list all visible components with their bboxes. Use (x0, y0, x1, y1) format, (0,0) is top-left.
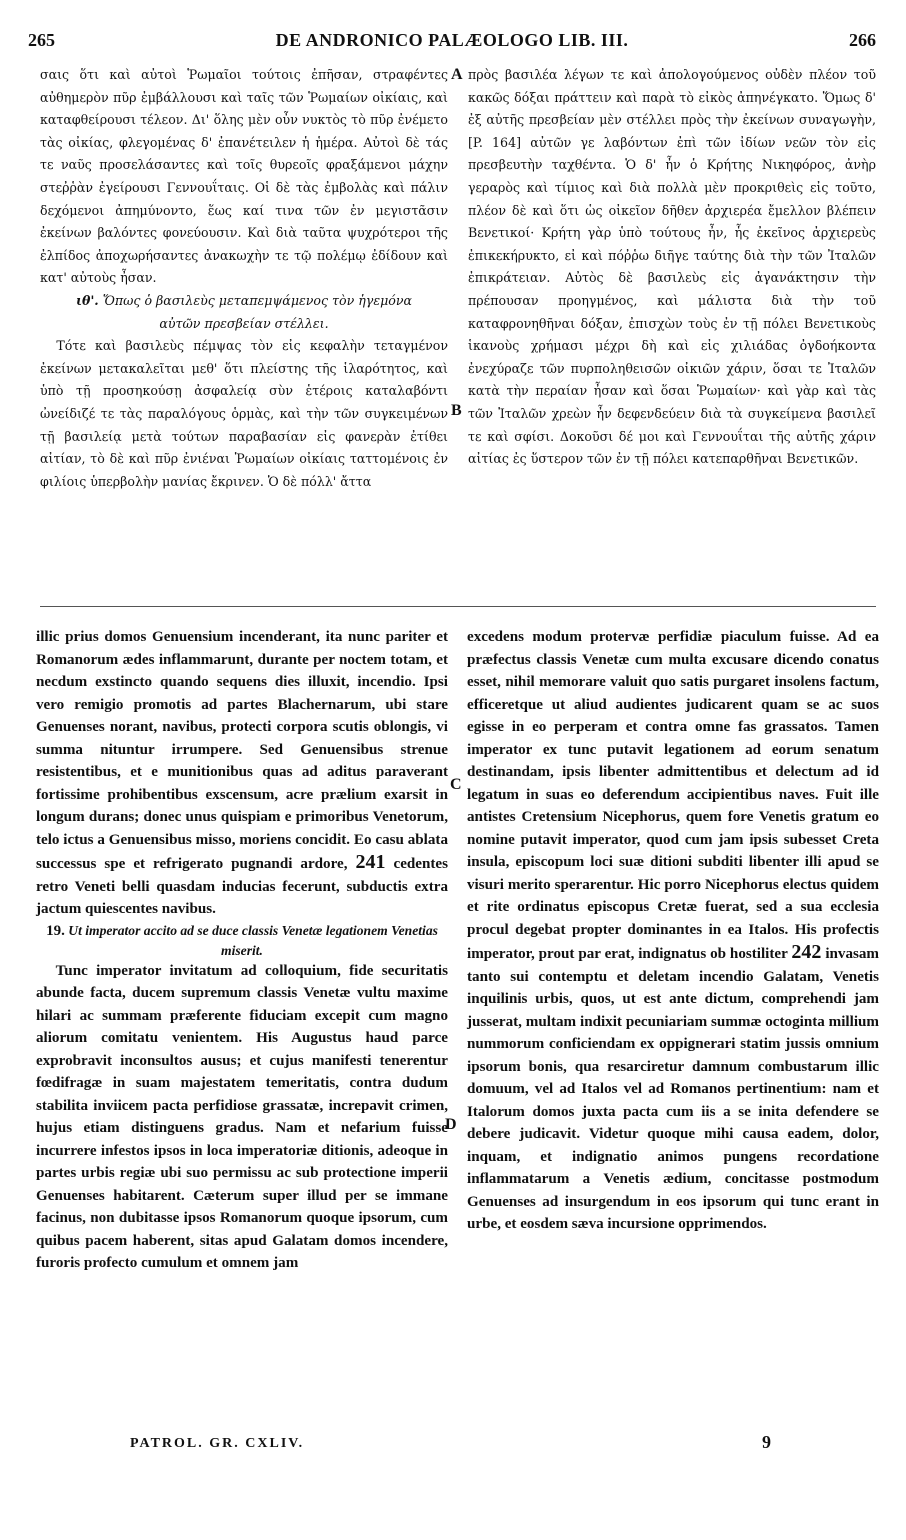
latin-text: invasam tanto sui contemptu et deletam incendio Galatam, Venetis inquilinis urbis, quos, ut est ante dictum, comprehendi jam jusserat, multam indixit pecuniariam summæ octoginta millium nummorum conficiendam ex oppignerari statim jussis omnium ipsorum bonis, qua resarciretur damnum combustarum illic domuum, vel ad Italos vel ad Romanos pertinentium: nam et Italorum domos juxta pacta cum iis a se inita defendere se debere judicavit. Videtur quoque mihi causa eadem, dolor, inquam, et indignatio animos pungens recordatione inflammatarum a Venetis ædium, concitasse postmodum Genuenses ad insurgendum in eos ipsorum qui tunc erant in urbe, et eosdem sæva incursione opprimendos. (467, 946, 879, 1232)
greek-column-right (468, 64, 876, 471)
margin-marker-d: D (445, 1116, 457, 1133)
greek-paragraph: σαις ὅτι καὶ αὐτοὶ Ῥωμαῖοι τούτοις ἐπῆσαν, στραφέντες αὐθημερὸν πῦρ ἐμβάλλουσι καὶ ταῖς τῶν Ῥωμαίων οἰκίαις, καὶ καταφθείρουσι τέλεον. Δι' ὅλης μὲν οὖν νυκτὸς τὸ πῦρ ἐνέμετο τὰς οἰκίας, φλεγομένας δ' ἐπανέτειλεν ἡ ἡμέρα. Αὐτοὶ δὲ τάς τε ναῦς προσελάσαντες καὶ τοῖς θυρεοῖς φραξάμενοι μάχην στεῤῥὰν ἐγείρουσι Γεννουΐταις. Οἱ δὲ τὰς ἐμβολὰς καὶ πάλιν δεχόμενοι ἀπημύνοντο, ἕως καί τινα τῶν ἐν μεγιστᾶσιν ἐκείνων βαλόντες φονεύουσιν. Καὶ διὰ ταῦτα ψυχρότεροι τῆς ἐλπίδος ἀποχωρήσαντες ἀνακωχὴν τε τῷ πολέμῳ ἐδίδουν καὶ κατ' αὐτοὺς ἦσαν. (40, 67, 448, 286)
column-marker-241: 241 (355, 851, 386, 873)
greek-column-left (40, 64, 448, 493)
page-number-right: 266 (849, 30, 876, 50)
greek-section-number: ιθ'. (75, 292, 99, 308)
latin-column-right (467, 626, 879, 1236)
page-number-left: 265 (28, 30, 55, 50)
latin-paragraph (467, 626, 879, 1236)
footer-signature: PATROL. GR. CXLIV. (130, 1436, 305, 1451)
latin-section-title: Ut imperator accito ad se duce classis Venetæ legationem Venetias miserit. (68, 922, 438, 958)
section-divider (40, 606, 876, 607)
column-marker-242: 242 (791, 941, 822, 963)
latin-section-heading (36, 921, 448, 960)
greek-section-heading (40, 290, 448, 335)
greek-section-title: Ὅπως ὁ βασιλεὺς μεταπεμψάμενος τὸν ἡγεμόνα αὐτῶν πρεσβείαν στέλλει. (102, 292, 413, 331)
latin-paragraph (36, 626, 448, 921)
greek-paragraph: Τότε καὶ βασιλεὺς πέμψας τὸν εἰς κεφαλὴν τεταγμένον ἐκείνων μετακαλεῖται μεθ' ὅτι πλείστης τῆς ἱλαρότητος, καὶ ὑπὸ τῇ προσηκούσῃ ἀσφαλείᾳ σὺν ἑτέροις καταλαβόντι ὠνείδιζέ τε τὰς παραλόγους ὁρμὰς, καὶ τὴν τῶν συγκειμένων τῇ βασιλείᾳ μετὰ τούτων παραβασίαν εἰς φανερὰν ἐτίθει αἰτίαν, τὸ δὲ καὶ πῦρ ἐνιέναι Ῥωμαίων οἰκίαις ταττομένοις ἐν φιλίοις ὑπερβολὴν μανίας ἔκρινεν. Ὁ δὲ πόλλ' ἄττα (40, 338, 448, 489)
greek-paragraph: πρὸς βασιλέα λέγων τε καὶ ἀπολογούμενος οὐδὲν πλέον τοῦ κακῶς δόξαι πράττειν καὶ παρὰ τὸ εἰκὸς ἀπηνέγκατο. Ὅμως δ' ἐξ αὐτῆς πρεσβείαν μὲν στέλλει πρὸς τὴν ἐκείνων συναγωγὴν, [P. 164] αὐτῶν γε λαβόντων ἐπὶ τῶν ἰδίων νεῶν τὸν εἰς πρεσβευτὴν ταχθέντα. Ὁ δ' ἦν ὁ Κρήτης Νικηφόρος, ἀνὴρ γεραρὸς καὶ τίμιος καὶ διὰ πολλὰ μὲν προκριθεὶς εἰς τοῦτο, πλέον δὲ καὶ ὅτι ὡς οἰκεῖον δῆθεν ἀρχιερέα ἔμελλον βλέπειν Βενετικοί· Κρήτη γὰρ ὑπὸ τούτους ἦν, ἧς ἐκεῖνος ἀρχιερεὺς ἐπικεκήρυκτο, εἰ καὶ πόῤῥω διῆγε ταύτης διὰ τὴν τῶν Ἰταλῶν ἐπικράτειαν. Αὐτὸς δὲ βασιλεὺς εἰς ἀγανάκτησιν τὴν πρέπουσαν προηγμένος, καὶ μάλιστα διὰ τὴν τοῦ καταφρονηθῆναι δόξαν, ἐπισχὼν τοὺς ἐν τῇ πόλει Βενετικοὺς ἱκανοὺς χρήμασι μέχρι δὴ καὶ εἰς χιλιάδας ὀγδοήκοντα ἐνεχύραζε τῶν πυρποληθεισῶν οἰκιῶν χάριν, ὅσαι τε Ἰταλῶν κατὰ τὴν περαίαν ἦσαν καὶ ὅσαι Ῥωμαίων· καὶ γὰρ καὶ τὰς τῶν Ἰταλῶν χρεὼν ἦν δεφενδεύειν διὰ τὰ συγκείμενα βασιλεῖ τε καὶ σφίσι. Δοκοῦσι δέ μοι καὶ Γεννουΐται τῆς αὐτῆς χάριν αἰτίας ἐς ὕστερον τῶν ἐν τῇ πόλει κατεπαρθῆναι Βενετικῶν. (468, 67, 876, 467)
running-header (28, 30, 876, 54)
margin-marker-a: A (451, 66, 463, 83)
latin-text: excedens modum protervæ perfidiæ piaculum fuisse. Ad ea præfectus classis Venetæ cum multa excusare dicendo conatus esset, nihil memorare valuit quo satis purgaret insolens factum, efficeretque ut aliud audientes judicarent quam se ac suos egisse in eo perperam et contra omne fas grassatos. Tamen imperator ex tunc putavit legationem ad eorum senatum destinandam, ipsis libenter admittentibus et delectum ad id legatum in suas eo deferendum accipientibus naves. Fuit ille antistes Cretensium Nicephorus, quem fore Venetis gratum eo nomine putavit imperator, quod cum jam ipsis subesset Creta insula, episcopum loci suæ ditioni subditi libenter illi apud se visuri merito sperarentur. Hic porro Nicephorus electus quidem et rite ordinatus episcopus Cretæ fuerat, sed a sua ecclesia procul degebat propter dominantes in ea Italos. His profectis imperator, prout par erat, indignatus ob hostiliter (467, 629, 879, 962)
running-title: DE ANDRONICO PALÆOLOGO LIB. III. (275, 30, 629, 50)
margin-marker-c: C (450, 776, 462, 793)
latin-paragraph: Tunc imperator invitatum ad colloquium, fide securitatis abunde facta, ducem supremum classis Venetæ vultu maxime hilari ac summam præferente fiduciam excepit cum magno aliorum comitatu venientem. His Augustus haud parce exprobravit inconsultos ausus; et cujus manifesti tenerentur fœdifragæ in suam majestatem temeritatis, contra dudum stabilita inviicem pacta perfidiose grassatæ, increpavit crimen, hujus etiam distinguens gradus. Nam et nefarium fuisse incurrere infestos ipsos in loca imperatoriæ ditionis, adeoque in partes urbis regiæ ubi suo permissu ac sub protectione imperii Genuenses habitarent. Cæterum super illud per se immane facinus, non dubitasse ipsos Romanorum quoque ipsorum, cum quibus pacem haberent, sitas apud Galatam domos incendere, furoris profecto cumulum et omnem jam (36, 962, 448, 1271)
margin-marker-b: B (451, 402, 462, 419)
latin-column-left (36, 626, 448, 1275)
footer-number: 9 (762, 1432, 771, 1452)
latin-section-number: 19. (46, 922, 65, 939)
latin-text: cedentes retro Veneti belli quasdam inducias fecerunt, subductis extra jactum quiescentes navibus. (36, 856, 448, 917)
latin-text: illic prius domos Genuensium incenderant, ita nunc pariter et Romanorum ædes inflammarunt, durante per noctem totam, et necdum exstincto quando sequens dies illuxit, incendio. Ipsi vero remigio promotis ad partes Blachernarum, ubi stare Genuenses norant, navibus, protecti corpora scutis oblongis, vi summa nituntur irrumpere. Sed Genuensibus strenue resistentibus, et e munitionibus quas ad aditus paraverant fortissime prohibentibus exscensum, acre prælium exarsit in longum durans; donec unus quispiam e primoribus Venetorum, telo ictus a Genuensibus misso, moriens concidit. Eo casu ablata successus spe et refrigerato pugnandi ardore, (36, 629, 448, 872)
